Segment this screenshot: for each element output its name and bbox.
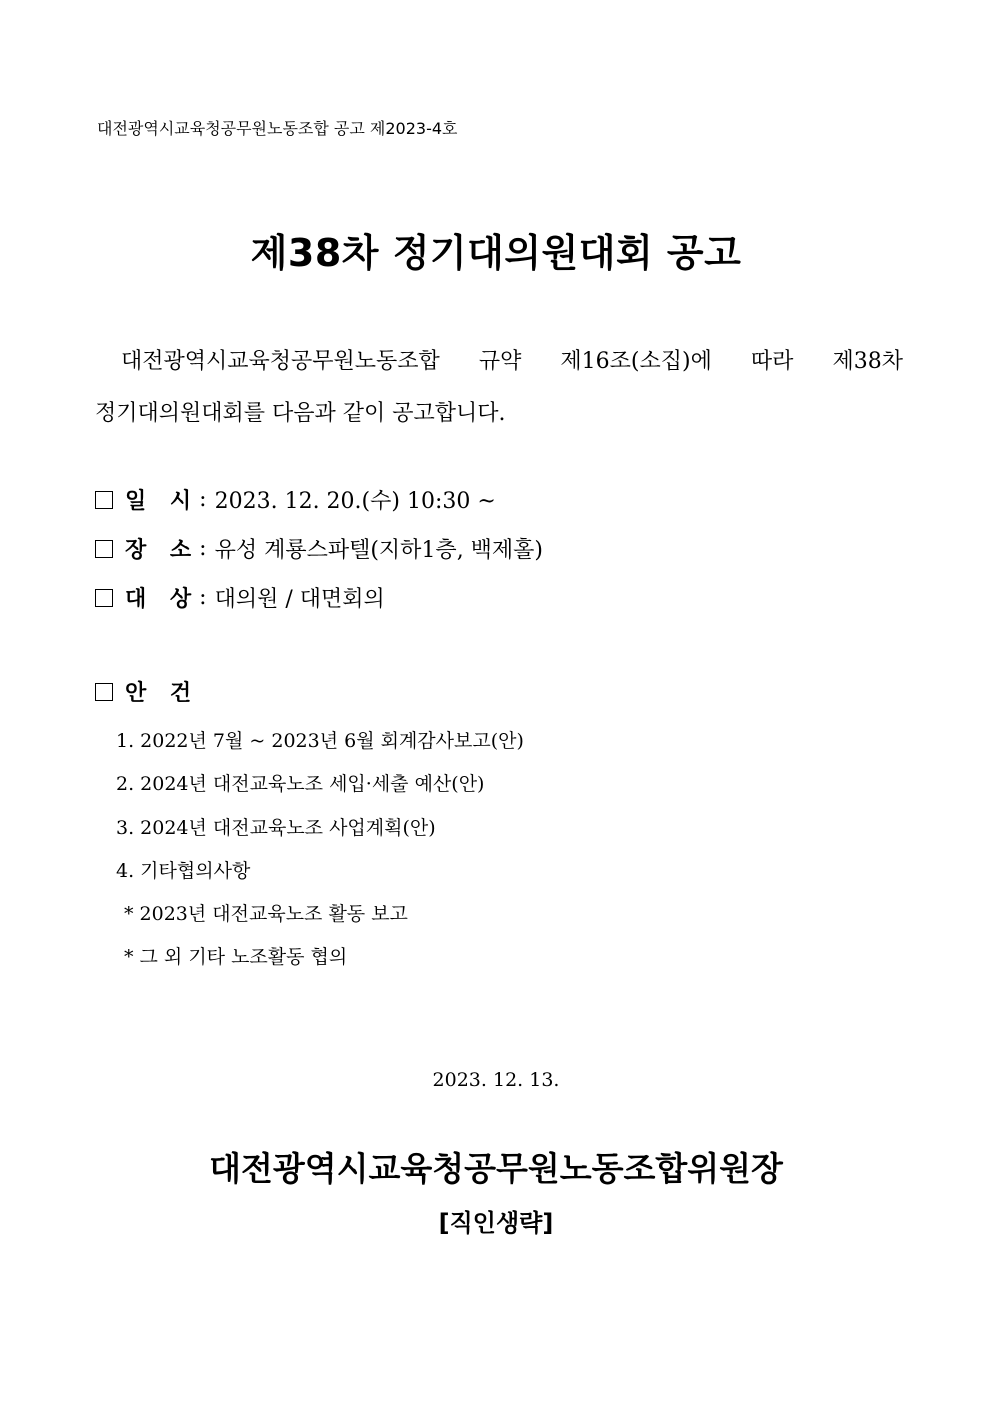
agenda-item: 2. 2024년 대전교육노조 세입·세출 예산(안) [116,773,485,795]
checkbox-square-icon [95,491,113,509]
info-row-location [95,533,543,564]
intro-line-2: 정기대의원대회를 다음과 같이 공고합니다. [95,401,506,426]
document-title: 제38차 정기대의원대회 공고 [250,231,742,275]
info-value: 유성 계룡스파텔(지하1층, 백제홀) [214,538,544,563]
info-value: 대의원 / 대면회의 [214,587,385,612]
checkbox-square-icon [95,683,113,701]
info-value: 2023. 12. 20.(수) 10:30 ~ [214,489,496,514]
info-label: 일 시 [125,488,200,514]
notice-number: 대전광역시교육청공무원노동조합 공고 제2023-4호 [97,119,458,138]
agenda-item: 3. 2024년 대전교육노조 사업계획(안) [116,817,436,839]
info-label: 대 상 [125,586,200,612]
info-colon: : [199,487,207,512]
notice-date: 2023. 12. 13. [432,1069,560,1091]
agenda-heading [95,676,199,707]
checkbox-square-icon [95,589,113,607]
agenda-item: 1. 2022년 7월 ~ 2023년 6월 회계감사보고(안) [116,730,524,752]
agenda-item: 4. 기타협의사항 [116,860,251,882]
agenda-note: * 2023년 대전교육노조 활동 보고 [124,903,408,925]
info-row-datetime [95,484,496,515]
intro-paragraph [95,336,903,440]
signer-title: 대전광역시교육청공무원노동조합위원장 [209,1149,783,1188]
agenda-heading-label: 안 건 [125,680,200,706]
info-colon: : [199,536,207,561]
intro-line-1: 대전광역시교육청공무원노동조합 규약 제16조(소집)에 따라 제38차 [121,349,903,374]
info-colon: : [199,585,207,610]
agenda-note: * 그 외 기타 노조활동 협의 [124,946,348,968]
checkbox-square-icon [95,540,113,558]
info-row-target [95,582,385,613]
info-label: 장 소 [125,537,200,563]
seal-omitted-note: [직인생략] [438,1209,554,1237]
